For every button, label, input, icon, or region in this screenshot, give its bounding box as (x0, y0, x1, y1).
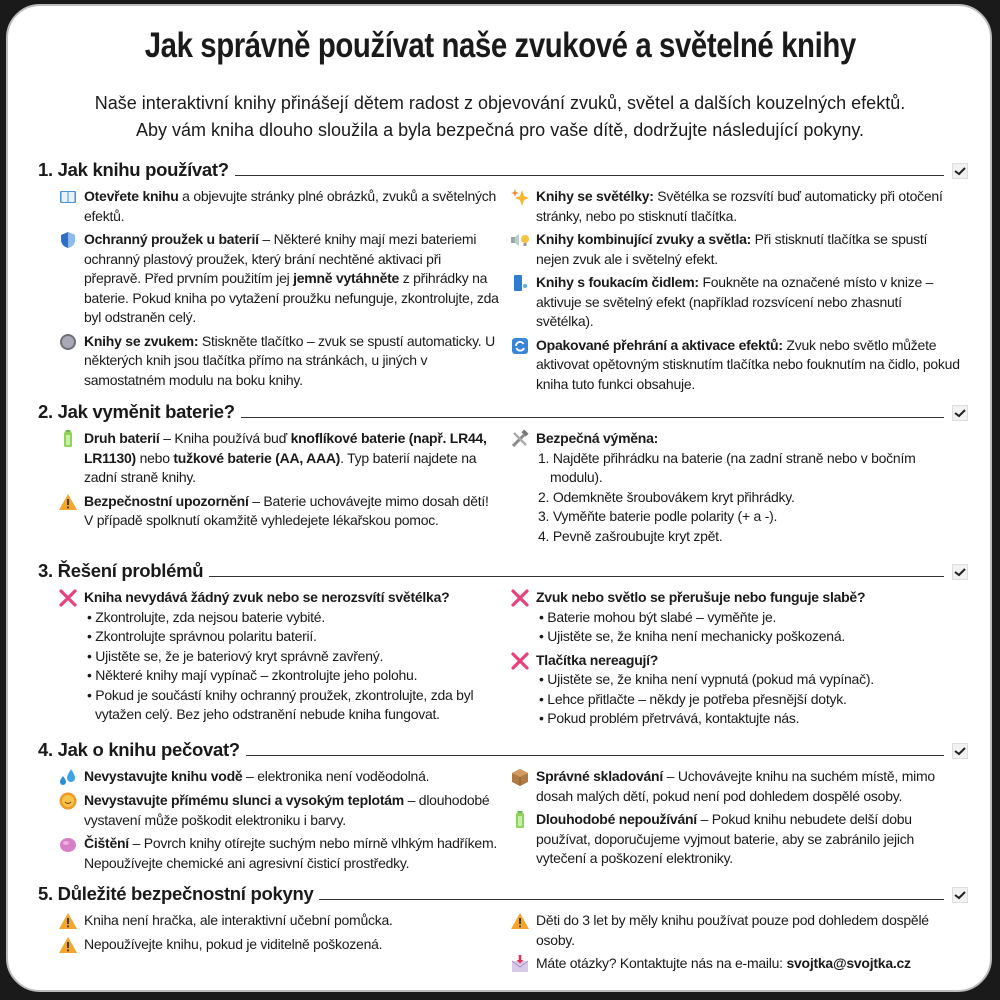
mail-icon (508, 954, 532, 974)
item-paragraph (84, 791, 500, 830)
section (38, 879, 968, 978)
column-right (508, 588, 968, 733)
cloth-icon (56, 834, 80, 854)
item-text (84, 230, 508, 328)
sparkles-icon (508, 187, 532, 207)
item-heading: Kniha nevydává žádný zvuk nebo se nerozsvítí světélka? (84, 589, 450, 605)
item-heading: Tlačítka nereagují? (536, 651, 659, 668)
item-heading: Nevystavujte knihu vodě (84, 768, 243, 784)
shield-icon (56, 230, 80, 250)
item-body: Zvuk nebo světlo můžete aktivovat opětovným stisknutím tlačítka nebo fouknutím na čidlo, pokud kniha tuto funkci obsahuje. (536, 336, 960, 392)
bullet-list (84, 608, 500, 725)
item-heading: Nevystavujte přímému slunci a vysokým teplotám (84, 792, 404, 808)
item-paragraph (536, 911, 960, 950)
list-item (56, 791, 508, 830)
item-heading: Knihy s foukacím čidlem: (536, 274, 699, 290)
section-title: 1. Jak knihu používat? (38, 159, 229, 180)
item-heading: jemně vytáhněte (293, 270, 400, 286)
section (38, 556, 968, 733)
column-left (38, 911, 508, 978)
item-heading: Správné skladování (536, 768, 664, 784)
item-paragraph (536, 767, 960, 806)
section-header (38, 735, 968, 761)
list-item (56, 935, 508, 955)
list-item (508, 651, 968, 729)
section-divider (209, 576, 944, 577)
item-text (536, 273, 968, 332)
item-heading: Knihy se zvukem: (84, 332, 199, 349)
section-divider (235, 175, 944, 176)
page-subtitle (0, 90, 1000, 144)
check-icon (952, 564, 968, 580)
box-icon (508, 767, 532, 787)
item-heading: Bezpečnostní upozornění (84, 492, 249, 509)
item-body: – Uchovávejte knihu na suchém místě, mimo dosah malých dětí, pokud není pod dohledem dospělé osoby. (536, 768, 935, 804)
check-icon (952, 405, 968, 421)
warning-icon (508, 911, 532, 931)
numbered-step: 2. Odemkněte šroubovákem kryt přihrádky. (538, 488, 795, 505)
item-paragraph (84, 588, 500, 608)
item-text (536, 336, 968, 395)
item-body: Máte otázky? Kontaktujte nás na e-mailu: (536, 955, 787, 971)
item-body: Kniha není hračka, ale interaktivní učební pomůcka. (84, 912, 393, 928)
subtitle-line: Naše interaktivní knihy přinášejí dětem radost z objevování zvuků, světel a dalších kouzelných efektů. (94, 93, 906, 113)
item-heading: Zvuk nebo světlo se přerušuje nebo funguje slabě? (536, 589, 866, 605)
bullet-list (536, 670, 960, 729)
list-item (508, 336, 968, 395)
bullet-item: • Ujistěte se, že kniha není vypnutá (pokud má vypínač). (536, 670, 960, 690)
column-left (38, 429, 508, 550)
item-paragraph (536, 651, 960, 671)
button-icon (56, 332, 80, 352)
item-paragraph (84, 332, 500, 391)
section (38, 155, 968, 398)
item-text (536, 429, 968, 546)
section-divider (241, 417, 944, 418)
item-text (84, 911, 508, 931)
item-heading: Čištění (84, 835, 129, 851)
bullet-item: • Pokud je součástí knihy ochranný proužek, zkontrolujte, zda byl vytažen celý. Bez jeho odstranění nebude kniha fungovat. (84, 686, 500, 725)
section-title: 4. Jak o knihu pečovat? (38, 739, 240, 760)
item-heading: Opakované přehrání a aktivace efektů: (536, 336, 783, 353)
item-text (536, 767, 968, 806)
list-item (56, 492, 508, 531)
item-heading: knoflíkové baterie (např. LR44, LR1130) (84, 430, 487, 466)
email-link[interactable]: svojtka@svojtka.cz (786, 955, 911, 971)
item-text (536, 230, 968, 269)
item-paragraph (536, 273, 960, 332)
speaker-bulb-icon (508, 230, 532, 250)
item-paragraph (536, 187, 960, 226)
item-text (84, 429, 508, 488)
list-item (508, 429, 968, 546)
item-body: – elektronika není voděodolná. (242, 768, 430, 784)
item-heading: Knihy se světélky: (536, 188, 654, 204)
item-text (84, 187, 508, 226)
item-body: a objevujte stránky plné obrázků, zvuků a světelných efektů. (84, 188, 497, 224)
numbered-list (536, 449, 960, 547)
section (38, 735, 968, 877)
list-item (508, 588, 968, 647)
list-item (508, 187, 968, 226)
section-columns (38, 588, 968, 733)
item-body: Světélka se rozsvítí buď automaticky při otočení stránky, nebo po stisknutí tlačítka. (536, 188, 943, 224)
column-right (508, 429, 968, 550)
item-heading: Bezpečná výměna: (536, 430, 659, 446)
item-text (536, 588, 968, 647)
section-divider (319, 899, 944, 900)
bullet-list (536, 608, 960, 647)
bullet-item: • Zkontrolujte správnou polaritu baterií. (84, 627, 500, 647)
column-right (508, 767, 968, 877)
column-left (38, 767, 508, 877)
section-title: 2. Jak vyměnit baterie? (38, 401, 235, 422)
item-text (84, 767, 508, 787)
item-paragraph (84, 230, 500, 328)
list-item (56, 187, 508, 226)
column-right (508, 187, 968, 398)
item-heading: Druh baterií (84, 430, 160, 446)
section-header (38, 556, 968, 582)
list-item (508, 911, 968, 950)
column-right (508, 911, 968, 978)
item-paragraph (84, 767, 500, 787)
section-columns (38, 911, 968, 978)
item-text (536, 651, 968, 729)
cross-icon (508, 588, 532, 608)
item-text (84, 834, 508, 873)
water-drops-icon (56, 767, 80, 787)
item-paragraph (84, 492, 500, 531)
item-text (84, 935, 508, 955)
item-paragraph (84, 187, 500, 226)
item-paragraph (536, 954, 960, 974)
bullet-item: • Pokud problém přetrvává, kontaktujte nás. (536, 709, 960, 729)
blow-sensor-icon (508, 273, 532, 293)
bullet-item: • Lehce přitlačte – někdy je potřeba přesnější dotyk. (536, 690, 960, 710)
item-text (536, 954, 968, 974)
item-heading: Otevřete knihu (84, 188, 179, 204)
page-title-text: Jak správně používat naše zvukové a světelné knihy (144, 26, 856, 65)
cross-icon (508, 651, 532, 671)
item-body: – Kniha používá buď (159, 430, 291, 446)
numbered-step: 1. Najděte přihrádku na baterie (na zadní straně nebo v bočním modulu). (538, 449, 916, 485)
list-item (508, 273, 968, 332)
section (38, 397, 968, 550)
refresh-icon (508, 336, 532, 356)
item-body: . Typ baterií najdete na zadní straně knihy. (84, 449, 477, 485)
sun-icon (56, 791, 80, 811)
list-item (56, 588, 508, 725)
item-heading: Dlouhodobé nepoužívání (536, 811, 697, 827)
numbered-step: 3. Vyměňte baterie podle polarity (+ a -). (538, 508, 778, 524)
tools-icon (508, 429, 532, 449)
cross-icon (56, 588, 80, 608)
item-body: – dlouhodobé vystavení může poškodit elektroniku i barvy. (84, 792, 490, 828)
section-header (38, 879, 968, 905)
section-columns (38, 767, 968, 877)
check-icon (952, 887, 968, 903)
list-item (508, 810, 968, 869)
item-paragraph (536, 588, 960, 608)
item-body: z přihrádky na baterie. Pokud kniha po vytažení proužku nefunguje, zkontrolujte, zda byl odstraněn celý. (84, 270, 499, 325)
item-body: nebo (135, 449, 174, 466)
bullet-item: • Baterie mohou být slabé – vyměňte je. (536, 608, 960, 628)
check-icon (952, 163, 968, 179)
section-columns (38, 187, 968, 398)
section-header (38, 397, 968, 423)
bullet-item: • Ujistěte se, že je bateriový kryt správně zavřený. (84, 647, 500, 667)
item-paragraph (536, 429, 960, 449)
battery-icon (508, 810, 532, 830)
item-paragraph (84, 429, 500, 488)
column-left (38, 588, 508, 733)
numbered-step: 4. Pevně zašroubujte kryt zpět. (538, 527, 723, 544)
bullet-item: • Některé knihy mají vypínač – zkontrolujte jeho polohu. (84, 666, 500, 686)
item-heading: Ochranný proužek u baterií (84, 231, 259, 247)
battery-icon (56, 429, 80, 449)
list-item (508, 767, 968, 806)
warning-icon (56, 492, 80, 512)
bullet-item: • Ujistěte se, že kniha není mechanicky poškozená. (536, 627, 960, 647)
item-text (536, 911, 968, 950)
item-body: Foukněte na označené místo v knize – aktivuje se světelný efekt (například rozsvícení nebo zhasnutí světélka). (536, 274, 934, 329)
subtitle-line: Aby vám kniha dlouho sloužila a byla bezpečná pro vaše dítě, dodržujte následující pokyny. (135, 120, 865, 140)
item-paragraph (84, 911, 500, 931)
item-text (84, 492, 508, 531)
item-body: Stiskněte tlačítko – zvuk se spustí automaticky. U některých knih jsou tlačítka přímo na stránkách, u jiných v samostatném modulu na boku knihy. (84, 332, 495, 388)
item-paragraph (536, 810, 960, 869)
book-icon (56, 187, 80, 207)
bullet-item: • Zkontrolujte, zda nejsou baterie vybité. (84, 608, 500, 628)
item-body: Nepoužívejte knihu, pokud je viditelně poškozená. (84, 936, 383, 952)
section-title: 3. Řešení problémů (38, 560, 204, 581)
list-item (56, 834, 508, 873)
item-paragraph (536, 336, 960, 395)
section-divider (246, 755, 944, 756)
item-body: – Povrch knihy otírejte suchým nebo mírně vlhkým hadříkem. Nepoužívejte chemické ani agresivní čisticí prostředky. (84, 835, 498, 871)
check-icon (952, 743, 968, 759)
item-body: – Některé knihy mají mezi bateriemi ochranný plastový proužek, který brání nechtěné aktivaci při přepravě. Před prvním použitím jej (84, 231, 477, 286)
item-body: Při stisknutí tlačítka se spustí nejen zvuk ale i světelný efekt. (536, 231, 928, 267)
column-left (38, 187, 508, 398)
list-item (56, 230, 508, 328)
item-text (536, 187, 968, 226)
item-paragraph (84, 935, 500, 955)
list-item (56, 911, 508, 931)
item-body: Děti do 3 let by měly knihu používat pouze pod dohledem dospělé osoby. (536, 912, 929, 948)
list-item (56, 332, 508, 391)
list-item (508, 230, 968, 269)
page-title (0, 26, 1000, 66)
section-header (38, 155, 968, 181)
list-item (56, 429, 508, 488)
section-columns (38, 429, 968, 550)
item-body: – Baterie uchovávejte mimo dosah dětí! V případě spolknutí okamžitě vyhledejete lékařskou pomoc. (84, 492, 489, 528)
list-item (508, 954, 968, 974)
item-text (536, 810, 968, 869)
item-heading: Knihy kombinující zvuky a světla: (536, 231, 752, 247)
warning-icon (56, 935, 80, 955)
list-item (56, 767, 508, 787)
item-text (84, 588, 508, 725)
item-heading: tužkové baterie (AA, AAA) (173, 449, 341, 466)
section-title: 5. Důležité bezpečnostní pokyny (38, 883, 314, 904)
item-body: – Pokud knihu nebudete delší dobu používat, doporučujeme vyjmout baterie, aby se zabránilo jejich vytečení a poškození elektroniky. (536, 811, 915, 866)
warning-icon (56, 911, 80, 931)
item-paragraph (536, 230, 960, 269)
item-text (84, 791, 508, 830)
item-paragraph (84, 834, 500, 873)
item-text (84, 332, 508, 391)
